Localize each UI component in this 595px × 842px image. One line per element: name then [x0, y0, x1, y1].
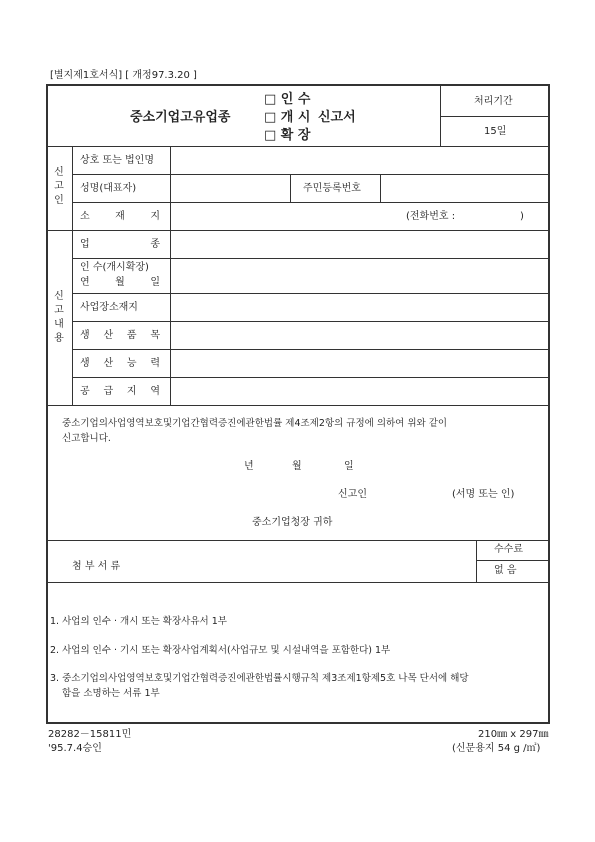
processing-period-label: 처리기간 — [474, 96, 513, 107]
form-title-main: 중소기업고유업종 — [130, 110, 231, 125]
declaration-text-line2: 신고합니다. — [62, 433, 111, 444]
business-name-field[interactable] — [172, 148, 546, 173]
resident-number-label: 주민등록번호 — [303, 183, 361, 194]
form-title-suffix: 신고서 — [318, 110, 356, 125]
fee-value: 없 음 — [494, 565, 517, 576]
industry-label: 업 종 — [80, 239, 160, 250]
option-start[interactable]: □ 개 시 — [264, 110, 311, 125]
signer-label: 신고인 — [338, 489, 367, 500]
representative-label: 성명(대표자) — [80, 183, 137, 194]
capacity-field[interactable] — [172, 351, 546, 376]
industry-field[interactable] — [172, 232, 546, 257]
address-label: 소 재 지 — [80, 211, 160, 222]
addressee: 중소기업청장 귀하 — [252, 517, 333, 528]
fee-label: 수수료 — [494, 544, 523, 555]
supply-area-label: 공 급 지 역 — [80, 386, 160, 397]
footer-paper-spec: (신문용지 54 g /㎡) — [452, 743, 541, 754]
takeover-date-label-line2: 연 월 일 — [80, 277, 160, 288]
footer-paper-size: 210㎜ x 297㎜ — [478, 729, 549, 740]
reporter-section-label: 신고인 — [54, 167, 64, 206]
processing-period-value: 15일 — [484, 126, 507, 137]
date-year: 년 — [244, 461, 254, 472]
form-code: [별지제1호서식] [ 개정97.3.20 ] — [50, 70, 197, 81]
date-month: 월 — [292, 461, 302, 472]
takeover-date-label-line1: 인 수(개시확장) — [80, 262, 149, 273]
footer-approval-code: 28282－15811민 — [48, 729, 132, 740]
address-field[interactable] — [172, 204, 402, 229]
date-day: 일 — [344, 461, 354, 472]
capacity-label: 생 산 능 력 — [80, 358, 160, 369]
site-label: 사업장소재지 — [80, 302, 138, 313]
sign-hint: (서명 또는 인) — [452, 489, 515, 500]
attachment-item-1: 1. 사업의 인수 · 개시 또는 확장사유서 1부 — [50, 616, 227, 627]
site-field[interactable] — [172, 295, 546, 320]
product-field[interactable] — [172, 323, 546, 348]
attachment-item-2: 2. 사업의 인수 · 기시 또는 확장사업계획서(사업규모 및 시설내역을 포함한다) 1부 — [50, 645, 391, 656]
footer-approval-date: '95.7.4승인 — [48, 743, 102, 754]
attachment-item-3-cont: 함을 소명하는 서류 1부 — [62, 688, 160, 699]
resident-number-field[interactable] — [382, 176, 546, 201]
option-expansion[interactable]: □ 확 장 — [264, 128, 311, 143]
representative-field[interactable] — [172, 176, 288, 201]
takeover-date-field[interactable] — [172, 260, 546, 292]
attachment-item-3: 3. 중소기업의사업영역보호및기업간협력증진에관한법률시행규칙 제3조제1항제5호 나목 단서에 해당 — [50, 673, 469, 684]
attachments-label: 첨 부 서 류 — [72, 561, 121, 572]
product-label: 생 산 품 목 — [80, 330, 160, 341]
declaration-text-line1: 중소기업의사업영역보호및기업간협력증진에관한법률 제4조제2항의 규정에 의하여 위와 같이 — [62, 418, 448, 429]
supply-area-field[interactable] — [172, 379, 546, 404]
details-section-label: 신고내용 — [54, 291, 64, 344]
option-acquisition[interactable]: □ 인 수 — [264, 92, 311, 107]
business-name-label: 상호 또는 법인명 — [80, 155, 154, 166]
phone-label: (전화번호 : — [406, 211, 456, 222]
phone-close: ) — [520, 211, 524, 222]
